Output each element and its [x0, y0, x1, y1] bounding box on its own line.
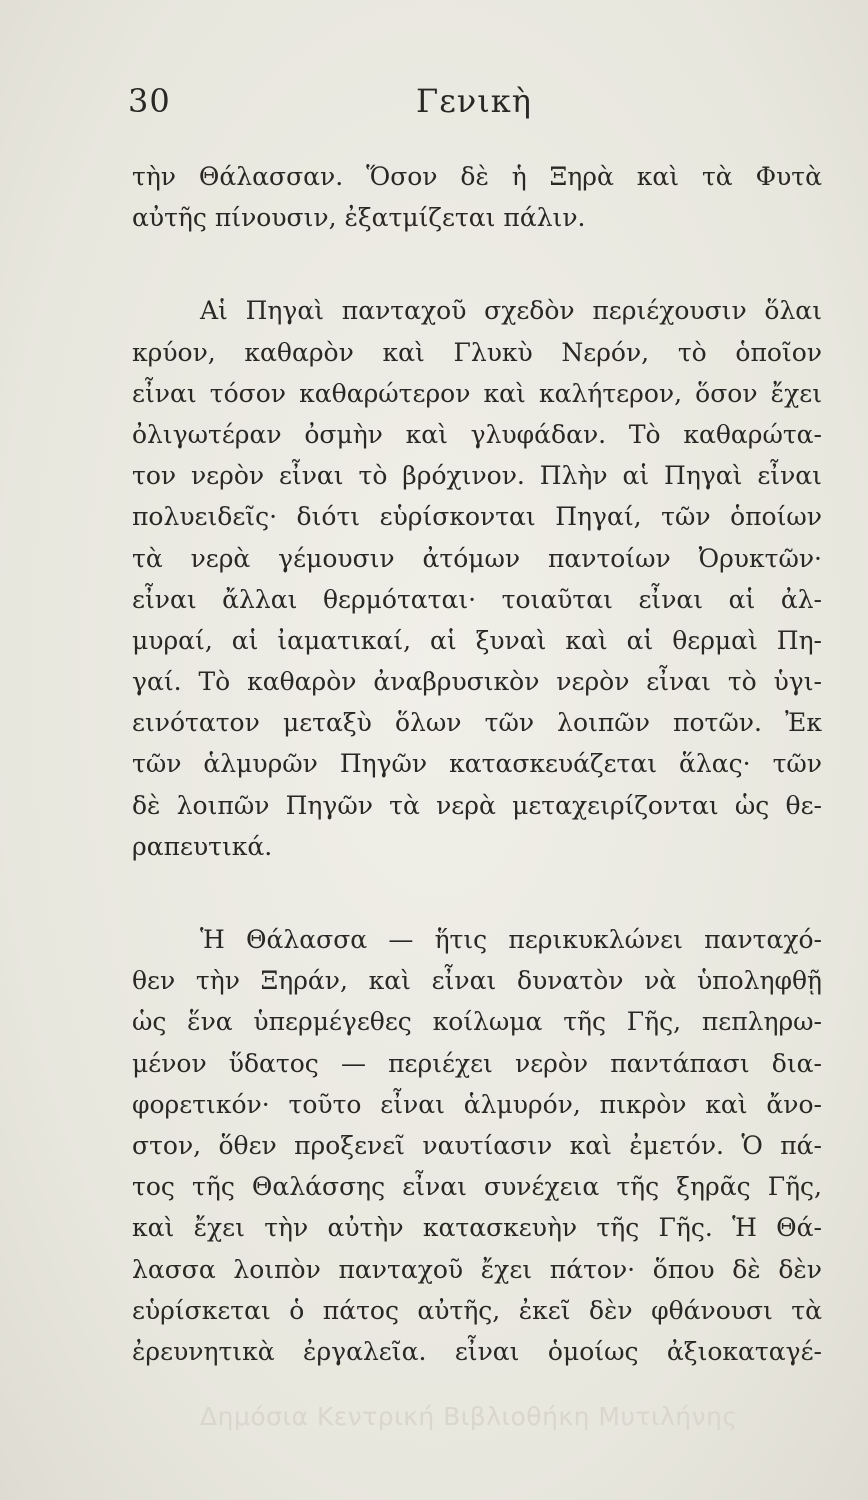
text-line: μένον ὕδατος — περιέχει νερὸν παντάπασι δια- — [132, 1048, 822, 1078]
text-line: εἶναι ἄλλαι θερμόταται· τοιαῦται εἶναι αἱ ἀλ- — [132, 584, 822, 614]
text-line: εὑρίσκεται ὁ πάτος αὐτῆς, ἐκεῖ δὲν φθάνουσι τὰ — [132, 1295, 822, 1325]
text-line: ὀλιγωτέραν ὀσμὴν καὶ γλυφάδαν. Τὸ καθαρώτα- — [132, 419, 822, 449]
page-number: 30 — [128, 82, 171, 120]
text-line: κρύον, καθαρὸν καὶ Γλυκὺ Νερόν, τὸ ὁποῖον — [132, 337, 822, 367]
page-header — [128, 82, 828, 130]
text-line: φορετικόν· τοῦτο εἶναι ἁλμυρόν, πικρὸν καὶ ἄνο- — [132, 1089, 822, 1119]
text-line: γαί. Τὸ καθαρὸν ἀναβρυσικὸν νερὸν εἶναι τὸ ὑγι- — [132, 667, 822, 697]
text-line: θεν τὴν Ξηράν, καὶ εἶναι δυνατὸν νὰ ὑποληφθῇ — [132, 966, 822, 996]
text-line: μυραί, αἱ ἰαματικαί, αἱ ξυναὶ καὶ αἱ θερμαὶ Πη- — [132, 625, 822, 655]
text-line: Ἡ Θάλασσα — ἥτις περικυκλώνει πανταχό- — [200, 925, 822, 954]
text-line: τον νερὸν εἶναι τὸ βρόχινον. Πλὴν αἱ Πηγαὶ εἶναι — [132, 461, 822, 491]
text-line: ραπευτικά. — [132, 831, 273, 861]
text-line: τῶν ἁλμυρῶν Πηγῶν κατασκευάζεται ἅλας· τῶν — [132, 749, 822, 779]
body-text — [132, 156, 822, 1372]
running-head: Γενικὴ — [416, 82, 532, 120]
text-line: καὶ ἔχει τὴν αὐτὴν κατασκευὴν τῆς Γῆς. Ἡ Θά- — [132, 1213, 822, 1243]
text-line: λασσα λοιπὸν πανταχοῦ ἔχει πάτον· ὅπου δὲ δὲν — [132, 1254, 822, 1284]
text-line: εινότατον μεταξὺ ὅλων τῶν λοιπῶν ποτῶν. Ἐκ — [132, 708, 822, 738]
text-line: τὴν Θάλασσαν. Ὅσον δὲ ἡ Ξηρὰ καὶ τὰ Φυτὰ — [132, 162, 822, 191]
text-line: ὡς ἕνα ὑπερμέγεθες κοίλωμα τῆς Γῆς, πεπληρω- — [132, 1007, 822, 1037]
text-line: πολυειδεῖς· διότι εὑρίσκονται Πηγαί, τῶν ὁποίων — [132, 502, 822, 532]
text-line: εἶναι τόσον καθαρώτερον καὶ καλήτερον, ὅσον ἔχει — [132, 378, 822, 408]
library-watermark: Δημόσια Κεντρική Βιβλιοθήκη Μυτιλήνης — [200, 1402, 738, 1431]
text-line: στον, ὅθεν προξενεῖ ναυτίασιν καὶ ἐμετόν. Ὁ πά- — [132, 1130, 822, 1160]
text-line: Αἱ Πηγαὶ πανταχοῦ σχεδὸν περιέχουσιν ὅλαι — [200, 296, 822, 326]
text-line: δὲ λοιπῶν Πηγῶν τὰ νερὰ μεταχειρίζονται ὡς θε- — [132, 790, 822, 820]
text-line: τὰ νερὰ γέμουσιν ἀτόμων παντοίων Ὀρυκτῶν· — [132, 543, 822, 573]
text-line: τος τῆς Θαλάσσης εἶναι συνέχεια τῆς ξηρᾶς Γῆς, — [132, 1172, 822, 1202]
text-line: αὐτῆς πίνουσιν, ἐξατμίζεται πάλιν. — [132, 203, 586, 233]
text-line: ἐρευνητικὰ ἐργαλεῖα. εἶναι ὁμοίως ἀξιοκαταγέ- — [132, 1336, 822, 1366]
